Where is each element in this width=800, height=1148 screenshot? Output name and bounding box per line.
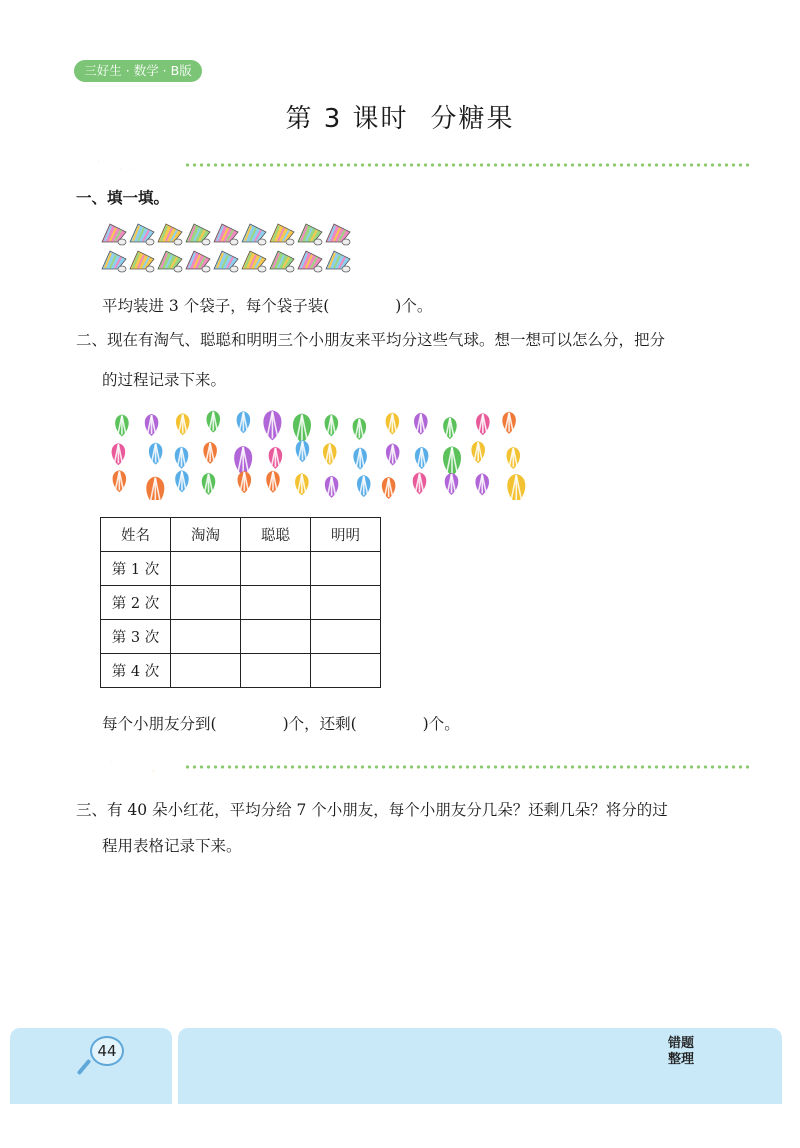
shuttlecock-icon <box>214 224 238 245</box>
shuttlecock-icon <box>326 251 350 272</box>
q2-answer-text: 每个小朋友分到( <box>102 715 217 733</box>
question-1-fill-line <box>102 292 432 320</box>
balloon-group <box>100 404 530 500</box>
balloon-icon <box>112 443 126 465</box>
balloon-icon <box>445 473 459 495</box>
question-2-line-2: 的过程记录下来。 <box>102 371 227 389</box>
balloon-icon <box>115 414 129 436</box>
balloon-icon <box>323 443 337 465</box>
section-tag-char: 础 <box>96 153 115 174</box>
lesson-number: 第 3 课时 <box>285 104 409 134</box>
mistake-label-line: 整理 <box>668 1052 695 1067</box>
table-row <box>101 654 381 688</box>
q1-text-before: 平均装进 3 个袋子，每个袋子装( <box>102 297 330 315</box>
balloon-icon <box>202 473 216 495</box>
balloon-icon <box>203 442 217 464</box>
question-3-line-1: 三、有 40 朵小红花，平均分给 7 个小朋友，每个小朋友分几朵？还剩几朵？将分的过 <box>76 801 668 819</box>
mistake-review-label <box>668 1036 694 1068</box>
shuttlecock-icon <box>242 224 266 245</box>
answer-cell[interactable] <box>241 620 311 654</box>
balloon-icon <box>237 411 251 433</box>
distribution-record-table <box>100 517 381 688</box>
balloon-icon <box>471 441 485 463</box>
shuttlecock-group <box>100 222 360 278</box>
table-header-cell: 姓名 <box>101 518 171 552</box>
balloon-icon <box>386 413 400 435</box>
answer-cell[interactable] <box>241 586 311 620</box>
shuttlecock-icon <box>158 251 182 272</box>
section-header-comprehensive <box>74 752 684 780</box>
row-label: 第 1 次 <box>101 552 171 586</box>
balloon-icon <box>293 414 311 444</box>
table-row <box>101 620 381 654</box>
table-row <box>101 586 381 620</box>
balloon-icon <box>415 447 429 469</box>
answer-cell[interactable] <box>171 654 241 688</box>
answer-cell[interactable] <box>171 586 241 620</box>
shuttlecock-icon <box>186 224 210 245</box>
section-tag-char: 关 <box>138 755 157 776</box>
dotted-divider <box>184 765 750 769</box>
section-tag-char: 闯 <box>117 755 136 776</box>
section-tag-char: 合 <box>96 755 115 776</box>
balloon-icon <box>206 411 220 433</box>
book-series-badge: 三好生 · 数学 · B版 <box>74 60 202 82</box>
balloon-icon <box>146 477 164 500</box>
balloon-icon <box>295 473 309 495</box>
footer-page-panel <box>10 1028 172 1104</box>
shuttlecock-icon <box>298 251 322 272</box>
shuttlecock-icon <box>326 224 350 245</box>
lesson-name: 分糖果 <box>430 104 515 134</box>
balloon-icon <box>443 417 457 439</box>
shuttlecock-icon <box>186 251 210 272</box>
question-1-heading: 一、填一填。 <box>76 189 170 207</box>
shuttlecock-icon <box>102 224 126 245</box>
section-header-basic-practice <box>74 150 684 178</box>
shuttlecock-icon <box>298 224 322 245</box>
shuttlecock-icon <box>158 224 182 245</box>
balloon-icon <box>266 471 280 493</box>
balloon-icon <box>113 470 127 492</box>
row-label: 第 4 次 <box>101 654 171 688</box>
q1-text-after: )个。 <box>395 297 433 315</box>
balloon-icon <box>476 413 490 435</box>
answer-cell[interactable] <box>311 620 381 654</box>
table-row <box>101 552 381 586</box>
balloon-icon <box>269 447 283 469</box>
answer-cell[interactable] <box>241 552 311 586</box>
row-label: 第 3 次 <box>101 620 171 654</box>
balloon-icon <box>357 475 371 497</box>
balloon-icon <box>382 477 396 499</box>
shuttlecock-icon <box>130 251 154 272</box>
shuttlecock-icon <box>242 251 266 272</box>
balloon-icon <box>175 447 189 469</box>
q2-answer-text: )个。 <box>422 715 460 733</box>
table-header-cell: 聪聪 <box>241 518 311 552</box>
answer-cell[interactable] <box>241 654 311 688</box>
page-title <box>0 98 800 135</box>
balloon-icon <box>263 410 281 440</box>
table-header-cell: 淘淘 <box>171 518 241 552</box>
section-tag-char: 基 <box>75 153 94 174</box>
balloon-icon <box>507 447 521 469</box>
balloon-icon <box>175 470 189 492</box>
mistake-label-line: 错题 <box>668 1036 695 1051</box>
section-tag <box>74 752 158 780</box>
answer-cell[interactable] <box>311 586 381 620</box>
table-header-row <box>101 518 381 552</box>
table-header-cell: 明明 <box>311 518 381 552</box>
row-label: 第 2 次 <box>101 586 171 620</box>
balloon-icon <box>325 414 339 436</box>
balloon-icon <box>325 476 339 498</box>
section-tag-char: 练 <box>138 153 157 174</box>
shuttlecock-icon <box>130 224 154 245</box>
answer-cell[interactable] <box>311 552 381 586</box>
balloon-icon <box>149 443 163 465</box>
section-tag <box>74 150 158 178</box>
balloon-icon <box>502 412 516 434</box>
question-2-line-1: 二、现在有淘气、聪聪和明明三个小朋友来平均分这些气球。想一想可以怎么分，把分 <box>76 331 666 349</box>
question-2-answer-line <box>102 710 460 738</box>
answer-cell[interactable] <box>171 620 241 654</box>
balloon-icon <box>507 474 525 500</box>
balloon-icon <box>414 413 428 435</box>
balloon-icon <box>475 473 489 495</box>
question-3-line-2: 程用表格记录下来。 <box>102 837 242 855</box>
dotted-divider <box>184 163 750 167</box>
balloon-icon <box>145 414 159 436</box>
shuttlecock-icon <box>102 251 126 272</box>
balloon-icon <box>353 418 367 440</box>
shuttlecock-icon <box>270 224 294 245</box>
section-tag-char: 综 <box>75 755 94 776</box>
section-tag-char: 演 <box>117 153 136 174</box>
page-number: 44 <box>90 1036 124 1066</box>
shuttlecock-icon <box>214 251 238 272</box>
balloon-icon <box>413 472 427 494</box>
answer-cell[interactable] <box>311 654 381 688</box>
balloon-icon <box>296 440 310 462</box>
balloon-icon <box>176 413 190 435</box>
balloon-icon <box>353 448 367 470</box>
balloon-icon <box>238 471 252 493</box>
q2-answer-text: )个，还剩( <box>282 715 357 733</box>
shuttlecock-icon <box>270 251 294 272</box>
answer-cell[interactable] <box>171 552 241 586</box>
balloon-icon <box>386 444 400 466</box>
balloon-icon <box>443 446 461 476</box>
